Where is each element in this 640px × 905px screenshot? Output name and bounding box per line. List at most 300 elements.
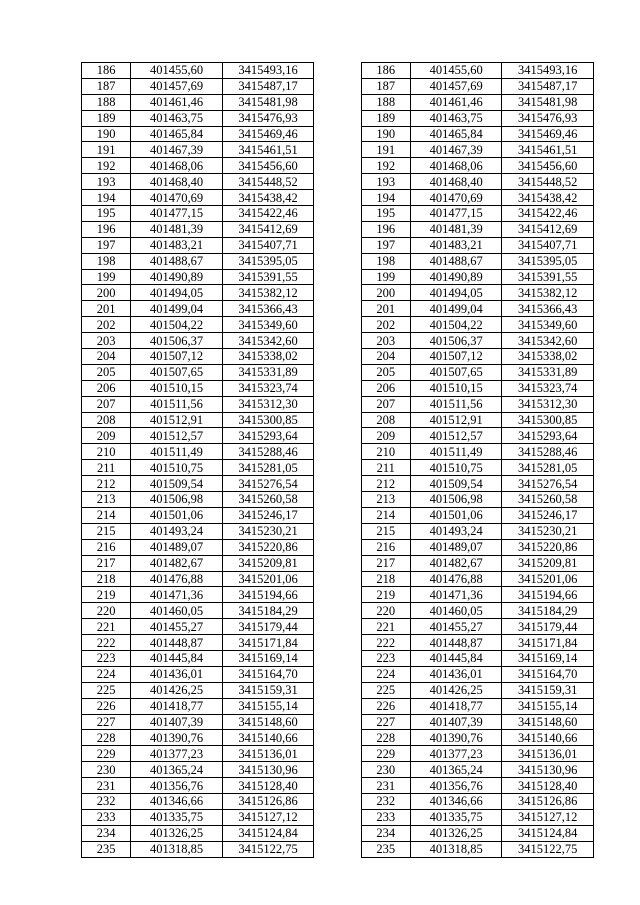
column-gap xyxy=(314,412,361,428)
right-point-number-cell: 205 xyxy=(361,364,410,380)
left-point-number-cell: 201 xyxy=(82,301,131,317)
left-y-coordinate-cell: 3415140,66 xyxy=(222,730,314,746)
table-row xyxy=(82,110,594,126)
column-gap xyxy=(314,269,361,285)
left-y-coordinate-cell: 3415130,96 xyxy=(222,762,314,778)
left-point-number-cell: 203 xyxy=(82,333,131,349)
left-x-coordinate-cell: 401467,39 xyxy=(131,142,223,158)
left-y-coordinate-cell: 3415312,30 xyxy=(222,396,314,412)
left-point-number-cell: 193 xyxy=(82,174,131,190)
right-y-coordinate-cell: 3415155,14 xyxy=(502,698,594,714)
right-point-number-cell: 197 xyxy=(361,237,410,253)
right-y-coordinate-cell: 3415342,60 xyxy=(502,333,594,349)
right-y-coordinate-cell: 3415323,74 xyxy=(502,380,594,396)
left-y-coordinate-cell: 3415493,16 xyxy=(222,63,314,79)
left-x-coordinate-cell: 401377,23 xyxy=(131,746,223,762)
column-gap xyxy=(314,650,361,666)
column-gap xyxy=(314,142,361,158)
left-point-number-cell: 226 xyxy=(82,698,131,714)
left-y-coordinate-cell: 3415220,86 xyxy=(222,539,314,555)
table-row xyxy=(82,730,594,746)
right-y-coordinate-cell: 3415469,46 xyxy=(502,126,594,142)
right-x-coordinate-cell: 401511,56 xyxy=(410,396,502,412)
right-y-coordinate-cell: 3415127,12 xyxy=(502,809,594,825)
right-x-coordinate-cell: 401365,24 xyxy=(410,762,502,778)
right-x-coordinate-cell: 401506,37 xyxy=(410,333,502,349)
left-y-coordinate-cell: 3415171,84 xyxy=(222,635,314,651)
table-row xyxy=(82,698,594,714)
left-point-number-cell: 214 xyxy=(82,507,131,523)
left-y-coordinate-cell: 3415382,12 xyxy=(222,285,314,301)
table-row xyxy=(82,746,594,762)
left-y-coordinate-cell: 3415422,46 xyxy=(222,206,314,222)
left-y-coordinate-cell: 3415159,31 xyxy=(222,682,314,698)
left-x-coordinate-cell: 401365,24 xyxy=(131,762,223,778)
column-gap xyxy=(314,555,361,571)
right-x-coordinate-cell: 401407,39 xyxy=(410,714,502,730)
column-gap xyxy=(314,682,361,698)
right-x-coordinate-cell: 401471,36 xyxy=(410,587,502,603)
right-y-coordinate-cell: 3415209,81 xyxy=(502,555,594,571)
right-point-number-cell: 216 xyxy=(361,539,410,555)
table-row xyxy=(82,237,594,253)
right-point-number-cell: 224 xyxy=(361,666,410,682)
table-row xyxy=(82,762,594,778)
left-point-number-cell: 195 xyxy=(82,206,131,222)
right-point-number-cell: 235 xyxy=(361,841,410,857)
left-point-number-cell: 192 xyxy=(82,158,131,174)
right-x-coordinate-cell: 401356,76 xyxy=(410,778,502,794)
left-point-number-cell: 224 xyxy=(82,666,131,682)
left-x-coordinate-cell: 401448,87 xyxy=(131,635,223,651)
left-point-number-cell: 190 xyxy=(82,126,131,142)
coordinate-table-body xyxy=(82,63,594,858)
left-x-coordinate-cell: 401490,89 xyxy=(131,269,223,285)
table-row xyxy=(82,682,594,698)
table-row xyxy=(82,285,594,301)
left-point-number-cell: 215 xyxy=(82,523,131,539)
table-row xyxy=(82,301,594,317)
column-gap xyxy=(314,444,361,460)
coordinate-table xyxy=(81,62,594,858)
left-point-number-cell: 227 xyxy=(82,714,131,730)
right-x-coordinate-cell: 401335,75 xyxy=(410,809,502,825)
right-point-number-cell: 190 xyxy=(361,126,410,142)
left-x-coordinate-cell: 401482,67 xyxy=(131,555,223,571)
left-y-coordinate-cell: 3415136,01 xyxy=(222,746,314,762)
right-x-coordinate-cell: 401455,60 xyxy=(410,63,502,79)
left-y-coordinate-cell: 3415164,70 xyxy=(222,666,314,682)
table-row xyxy=(82,444,594,460)
left-y-coordinate-cell: 3415331,89 xyxy=(222,364,314,380)
right-x-coordinate-cell: 401509,54 xyxy=(410,476,502,492)
left-y-coordinate-cell: 3415448,52 xyxy=(222,174,314,190)
left-x-coordinate-cell: 401507,12 xyxy=(131,349,223,365)
left-point-number-cell: 208 xyxy=(82,412,131,428)
right-y-coordinate-cell: 3415349,60 xyxy=(502,317,594,333)
left-y-coordinate-cell: 3415342,60 xyxy=(222,333,314,349)
column-gap xyxy=(314,825,361,841)
left-point-number-cell: 228 xyxy=(82,730,131,746)
right-x-coordinate-cell: 401494,05 xyxy=(410,285,502,301)
left-point-number-cell: 217 xyxy=(82,555,131,571)
right-point-number-cell: 215 xyxy=(361,523,410,539)
right-y-coordinate-cell: 3415169,14 xyxy=(502,650,594,666)
column-gap xyxy=(314,63,361,79)
right-x-coordinate-cell: 401482,67 xyxy=(410,555,502,571)
left-point-number-cell: 218 xyxy=(82,571,131,587)
column-gap xyxy=(314,476,361,492)
left-point-number-cell: 188 xyxy=(82,94,131,110)
column-gap xyxy=(314,507,361,523)
table-row xyxy=(82,571,594,587)
left-x-coordinate-cell: 401471,36 xyxy=(131,587,223,603)
right-x-coordinate-cell: 401499,04 xyxy=(410,301,502,317)
column-gap xyxy=(314,174,361,190)
column-gap xyxy=(314,714,361,730)
column-gap xyxy=(314,809,361,825)
right-point-number-cell: 226 xyxy=(361,698,410,714)
right-x-coordinate-cell: 401460,05 xyxy=(410,603,502,619)
left-x-coordinate-cell: 401511,49 xyxy=(131,444,223,460)
left-x-coordinate-cell: 401511,56 xyxy=(131,396,223,412)
table-row xyxy=(82,349,594,365)
left-y-coordinate-cell: 3415461,51 xyxy=(222,142,314,158)
table-row xyxy=(82,476,594,492)
column-gap xyxy=(314,285,361,301)
right-x-coordinate-cell: 401445,84 xyxy=(410,650,502,666)
table-row xyxy=(82,714,594,730)
left-y-coordinate-cell: 3415155,14 xyxy=(222,698,314,714)
right-x-coordinate-cell: 401504,22 xyxy=(410,317,502,333)
right-y-coordinate-cell: 3415140,66 xyxy=(502,730,594,746)
left-point-number-cell: 200 xyxy=(82,285,131,301)
left-x-coordinate-cell: 401460,05 xyxy=(131,603,223,619)
right-y-coordinate-cell: 3415246,17 xyxy=(502,507,594,523)
left-y-coordinate-cell: 3415127,12 xyxy=(222,809,314,825)
right-y-coordinate-cell: 3415438,42 xyxy=(502,190,594,206)
right-x-coordinate-cell: 401436,01 xyxy=(410,666,502,682)
right-x-coordinate-cell: 401490,89 xyxy=(410,269,502,285)
left-x-coordinate-cell: 401512,57 xyxy=(131,428,223,444)
right-y-coordinate-cell: 3415407,71 xyxy=(502,237,594,253)
right-x-coordinate-cell: 401501,06 xyxy=(410,507,502,523)
right-x-coordinate-cell: 401510,75 xyxy=(410,460,502,476)
right-point-number-cell: 227 xyxy=(361,714,410,730)
right-point-number-cell: 204 xyxy=(361,349,410,365)
right-y-coordinate-cell: 3415124,84 xyxy=(502,825,594,841)
left-x-coordinate-cell: 401477,15 xyxy=(131,206,223,222)
table-row xyxy=(82,94,594,110)
table-row xyxy=(82,666,594,682)
right-x-coordinate-cell: 401488,67 xyxy=(410,253,502,269)
left-y-coordinate-cell: 3415407,71 xyxy=(222,237,314,253)
left-point-number-cell: 234 xyxy=(82,825,131,841)
right-x-coordinate-cell: 401468,06 xyxy=(410,158,502,174)
right-y-coordinate-cell: 3415493,16 xyxy=(502,63,594,79)
table-row xyxy=(82,380,594,396)
left-y-coordinate-cell: 3415169,14 xyxy=(222,650,314,666)
left-point-number-cell: 209 xyxy=(82,428,131,444)
right-y-coordinate-cell: 3415461,51 xyxy=(502,142,594,158)
left-x-coordinate-cell: 401457,69 xyxy=(131,78,223,94)
column-gap xyxy=(314,539,361,555)
column-gap xyxy=(314,698,361,714)
left-x-coordinate-cell: 401468,40 xyxy=(131,174,223,190)
right-point-number-cell: 193 xyxy=(361,174,410,190)
right-point-number-cell: 211 xyxy=(361,460,410,476)
right-y-coordinate-cell: 3415412,69 xyxy=(502,221,594,237)
right-x-coordinate-cell: 401481,39 xyxy=(410,221,502,237)
left-point-number-cell: 197 xyxy=(82,237,131,253)
column-gap xyxy=(314,221,361,237)
left-x-coordinate-cell: 401426,25 xyxy=(131,682,223,698)
column-gap xyxy=(314,158,361,174)
right-point-number-cell: 212 xyxy=(361,476,410,492)
right-x-coordinate-cell: 401426,25 xyxy=(410,682,502,698)
left-y-coordinate-cell: 3415281,05 xyxy=(222,460,314,476)
right-x-coordinate-cell: 401418,77 xyxy=(410,698,502,714)
right-y-coordinate-cell: 3415288,46 xyxy=(502,444,594,460)
left-point-number-cell: 189 xyxy=(82,110,131,126)
column-gap xyxy=(314,190,361,206)
left-point-number-cell: 220 xyxy=(82,603,131,619)
column-gap xyxy=(314,778,361,794)
table-row xyxy=(82,793,594,809)
left-point-number-cell: 225 xyxy=(82,682,131,698)
left-x-coordinate-cell: 401455,27 xyxy=(131,619,223,635)
right-y-coordinate-cell: 3415220,86 xyxy=(502,539,594,555)
right-y-coordinate-cell: 3415448,52 xyxy=(502,174,594,190)
left-point-number-cell: 223 xyxy=(82,650,131,666)
left-x-coordinate-cell: 401507,65 xyxy=(131,364,223,380)
right-x-coordinate-cell: 401318,85 xyxy=(410,841,502,857)
column-gap xyxy=(314,206,361,222)
right-y-coordinate-cell: 3415126,86 xyxy=(502,793,594,809)
table-row xyxy=(82,317,594,333)
left-x-coordinate-cell: 401481,39 xyxy=(131,221,223,237)
right-y-coordinate-cell: 3415331,89 xyxy=(502,364,594,380)
right-y-coordinate-cell: 3415366,43 xyxy=(502,301,594,317)
table-row xyxy=(82,460,594,476)
right-y-coordinate-cell: 3415122,75 xyxy=(502,841,594,857)
right-y-coordinate-cell: 3415487,17 xyxy=(502,78,594,94)
left-x-coordinate-cell: 401346,66 xyxy=(131,793,223,809)
column-gap xyxy=(314,587,361,603)
left-point-number-cell: 186 xyxy=(82,63,131,79)
table-row xyxy=(82,364,594,380)
right-y-coordinate-cell: 3415136,01 xyxy=(502,746,594,762)
table-row xyxy=(82,809,594,825)
right-point-number-cell: 228 xyxy=(361,730,410,746)
right-x-coordinate-cell: 401477,15 xyxy=(410,206,502,222)
right-point-number-cell: 192 xyxy=(361,158,410,174)
table-row xyxy=(82,142,594,158)
right-point-number-cell: 187 xyxy=(361,78,410,94)
right-y-coordinate-cell: 3415194,66 xyxy=(502,587,594,603)
right-x-coordinate-cell: 401512,57 xyxy=(410,428,502,444)
right-y-coordinate-cell: 3415456,60 xyxy=(502,158,594,174)
left-point-number-cell: 211 xyxy=(82,460,131,476)
left-y-coordinate-cell: 3415323,74 xyxy=(222,380,314,396)
table-row xyxy=(82,412,594,428)
right-y-coordinate-cell: 3415179,44 xyxy=(502,619,594,635)
right-x-coordinate-cell: 401512,91 xyxy=(410,412,502,428)
left-point-number-cell: 212 xyxy=(82,476,131,492)
table-row xyxy=(82,174,594,190)
column-gap xyxy=(314,301,361,317)
left-x-coordinate-cell: 401509,54 xyxy=(131,476,223,492)
left-x-coordinate-cell: 401489,07 xyxy=(131,539,223,555)
right-x-coordinate-cell: 401510,15 xyxy=(410,380,502,396)
column-gap xyxy=(314,762,361,778)
right-y-coordinate-cell: 3415293,64 xyxy=(502,428,594,444)
left-y-coordinate-cell: 3415124,84 xyxy=(222,825,314,841)
left-point-number-cell: 207 xyxy=(82,396,131,412)
right-point-number-cell: 198 xyxy=(361,253,410,269)
right-y-coordinate-cell: 3415395,05 xyxy=(502,253,594,269)
column-gap xyxy=(314,253,361,269)
right-x-coordinate-cell: 401493,24 xyxy=(410,523,502,539)
left-point-number-cell: 235 xyxy=(82,841,131,857)
right-point-number-cell: 200 xyxy=(361,285,410,301)
column-gap xyxy=(314,492,361,508)
left-x-coordinate-cell: 401463,75 xyxy=(131,110,223,126)
right-y-coordinate-cell: 3415476,93 xyxy=(502,110,594,126)
left-x-coordinate-cell: 401510,15 xyxy=(131,380,223,396)
left-x-coordinate-cell: 401356,76 xyxy=(131,778,223,794)
left-y-coordinate-cell: 3415391,55 xyxy=(222,269,314,285)
right-x-coordinate-cell: 401326,25 xyxy=(410,825,502,841)
left-point-number-cell: 194 xyxy=(82,190,131,206)
table-row xyxy=(82,555,594,571)
column-gap xyxy=(314,793,361,809)
left-y-coordinate-cell: 3415469,46 xyxy=(222,126,314,142)
column-gap xyxy=(314,428,361,444)
right-x-coordinate-cell: 401483,21 xyxy=(410,237,502,253)
right-point-number-cell: 210 xyxy=(361,444,410,460)
left-point-number-cell: 205 xyxy=(82,364,131,380)
left-y-coordinate-cell: 3415412,69 xyxy=(222,221,314,237)
right-x-coordinate-cell: 401465,84 xyxy=(410,126,502,142)
left-x-coordinate-cell: 401506,98 xyxy=(131,492,223,508)
right-point-number-cell: 195 xyxy=(361,206,410,222)
right-y-coordinate-cell: 3415201,06 xyxy=(502,571,594,587)
left-x-coordinate-cell: 401501,06 xyxy=(131,507,223,523)
left-y-coordinate-cell: 3415201,06 xyxy=(222,571,314,587)
right-point-number-cell: 220 xyxy=(361,603,410,619)
left-point-number-cell: 233 xyxy=(82,809,131,825)
table-row xyxy=(82,190,594,206)
left-y-coordinate-cell: 3415209,81 xyxy=(222,555,314,571)
table-row xyxy=(82,778,594,794)
right-point-number-cell: 207 xyxy=(361,396,410,412)
right-point-number-cell: 221 xyxy=(361,619,410,635)
left-x-coordinate-cell: 401407,39 xyxy=(131,714,223,730)
left-x-coordinate-cell: 401445,84 xyxy=(131,650,223,666)
right-point-number-cell: 206 xyxy=(361,380,410,396)
column-gap xyxy=(314,730,361,746)
right-x-coordinate-cell: 401457,69 xyxy=(410,78,502,94)
right-y-coordinate-cell: 3415260,58 xyxy=(502,492,594,508)
left-point-number-cell: 213 xyxy=(82,492,131,508)
left-point-number-cell: 219 xyxy=(82,587,131,603)
left-x-coordinate-cell: 401476,88 xyxy=(131,571,223,587)
left-y-coordinate-cell: 3415293,64 xyxy=(222,428,314,444)
left-y-coordinate-cell: 3415128,40 xyxy=(222,778,314,794)
table-row xyxy=(82,619,594,635)
left-x-coordinate-cell: 401512,91 xyxy=(131,412,223,428)
left-y-coordinate-cell: 3415481,98 xyxy=(222,94,314,110)
right-x-coordinate-cell: 401507,12 xyxy=(410,349,502,365)
left-x-coordinate-cell: 401335,75 xyxy=(131,809,223,825)
right-point-number-cell: 217 xyxy=(361,555,410,571)
right-point-number-cell: 229 xyxy=(361,746,410,762)
right-point-number-cell: 191 xyxy=(361,142,410,158)
right-y-coordinate-cell: 3415382,12 xyxy=(502,285,594,301)
table-row xyxy=(82,126,594,142)
table-row xyxy=(82,539,594,555)
right-x-coordinate-cell: 401455,27 xyxy=(410,619,502,635)
right-x-coordinate-cell: 401470,69 xyxy=(410,190,502,206)
left-point-number-cell: 198 xyxy=(82,253,131,269)
left-point-number-cell: 216 xyxy=(82,539,131,555)
right-x-coordinate-cell: 401511,49 xyxy=(410,444,502,460)
right-point-number-cell: 199 xyxy=(361,269,410,285)
left-y-coordinate-cell: 3415456,60 xyxy=(222,158,314,174)
left-y-coordinate-cell: 3415487,17 xyxy=(222,78,314,94)
left-y-coordinate-cell: 3415194,66 xyxy=(222,587,314,603)
left-x-coordinate-cell: 401493,24 xyxy=(131,523,223,539)
right-point-number-cell: 189 xyxy=(361,110,410,126)
table-row xyxy=(82,253,594,269)
right-point-number-cell: 196 xyxy=(361,221,410,237)
left-y-coordinate-cell: 3415288,46 xyxy=(222,444,314,460)
table-row xyxy=(82,841,594,857)
column-gap xyxy=(314,237,361,253)
left-point-number-cell: 204 xyxy=(82,349,131,365)
right-y-coordinate-cell: 3415128,40 xyxy=(502,778,594,794)
left-x-coordinate-cell: 401506,37 xyxy=(131,333,223,349)
right-point-number-cell: 234 xyxy=(361,825,410,841)
table-row xyxy=(82,221,594,237)
table-row xyxy=(82,78,594,94)
right-x-coordinate-cell: 401489,07 xyxy=(410,539,502,555)
column-gap xyxy=(314,110,361,126)
right-y-coordinate-cell: 3415159,31 xyxy=(502,682,594,698)
column-gap xyxy=(314,666,361,682)
left-x-coordinate-cell: 401318,85 xyxy=(131,841,223,857)
right-x-coordinate-cell: 401461,46 xyxy=(410,94,502,110)
right-x-coordinate-cell: 401468,40 xyxy=(410,174,502,190)
table-row xyxy=(82,63,594,79)
left-x-coordinate-cell: 401494,05 xyxy=(131,285,223,301)
left-y-coordinate-cell: 3415122,75 xyxy=(222,841,314,857)
left-y-coordinate-cell: 3415230,21 xyxy=(222,523,314,539)
left-x-coordinate-cell: 401390,76 xyxy=(131,730,223,746)
right-y-coordinate-cell: 3415148,60 xyxy=(502,714,594,730)
right-y-coordinate-cell: 3415130,96 xyxy=(502,762,594,778)
right-point-number-cell: 202 xyxy=(361,317,410,333)
table-row xyxy=(82,635,594,651)
right-point-number-cell: 230 xyxy=(361,762,410,778)
table-row xyxy=(82,158,594,174)
left-point-number-cell: 221 xyxy=(82,619,131,635)
right-point-number-cell: 218 xyxy=(361,571,410,587)
left-y-coordinate-cell: 3415260,58 xyxy=(222,492,314,508)
left-point-number-cell: 210 xyxy=(82,444,131,460)
right-x-coordinate-cell: 401463,75 xyxy=(410,110,502,126)
